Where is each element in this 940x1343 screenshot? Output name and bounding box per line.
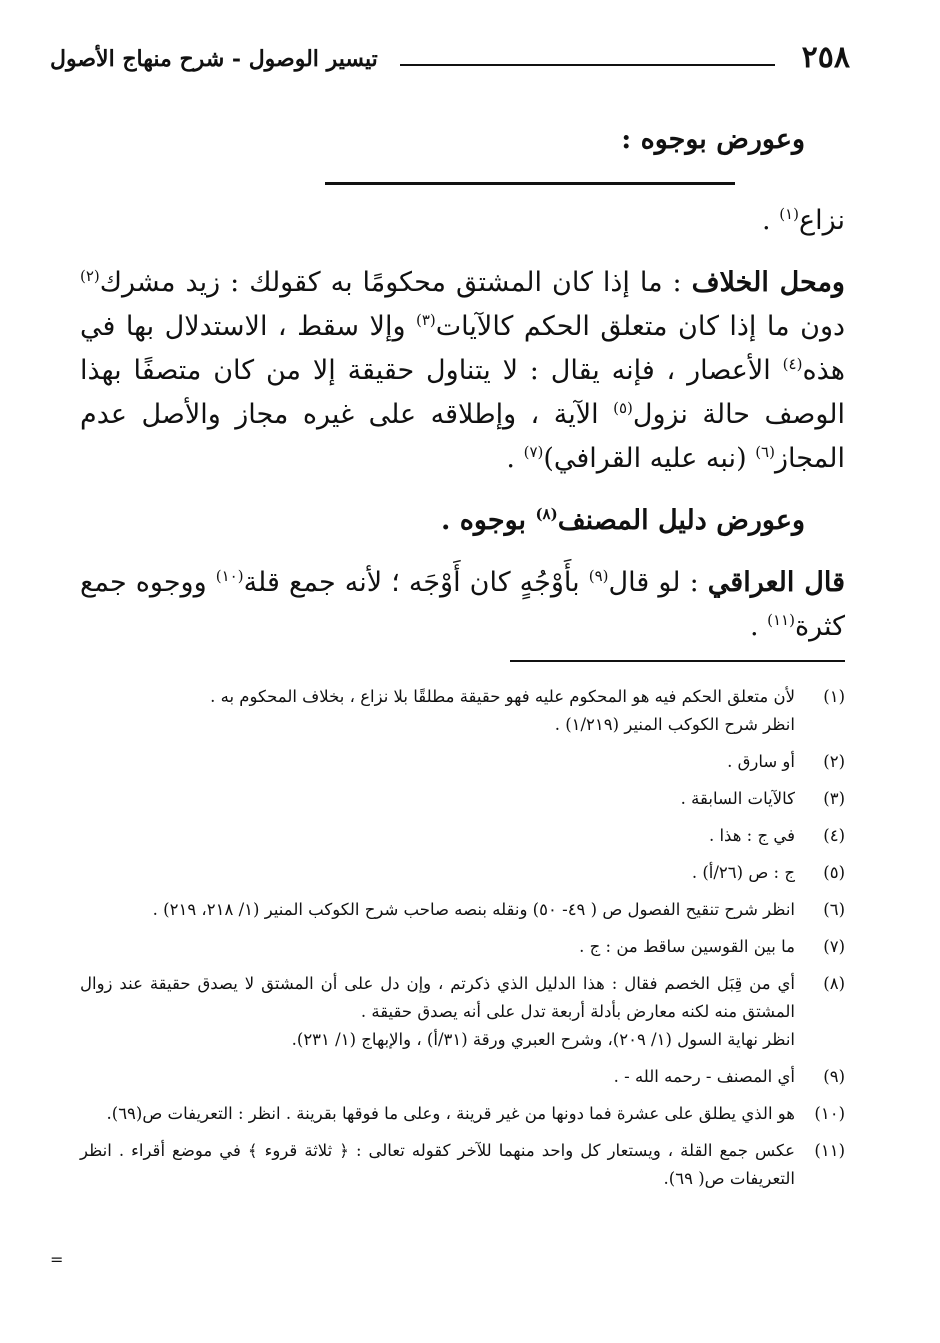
footnote-item bbox=[80, 748, 845, 776]
footnote-line: كالآيات السابقة . bbox=[680, 789, 795, 808]
p1-text: نزاع bbox=[798, 205, 845, 236]
footnote-line: ما بين القوسين ساقط من : ج . bbox=[579, 937, 795, 956]
footnote-item bbox=[80, 970, 845, 1054]
footnote-line: أي المصنف - رحمه الله - . bbox=[613, 1067, 795, 1086]
section-rule bbox=[325, 182, 735, 185]
footnote-ref-2[interactable]: (٢) bbox=[80, 267, 100, 285]
footnote-line: ج : ص (٢٦/أ) . bbox=[691, 863, 795, 882]
footnote-line: عكس جمع القلة ، ويستعار كل واحد منهما للآخر كقوله تعالى : ﴿ ثلاثة قروء ﴾ في موضع أقراء . انظر التعريفات ص( ٦٩). bbox=[80, 1141, 795, 1188]
footnote-number: (٨) bbox=[823, 974, 845, 993]
footnote-number: (٦) bbox=[823, 900, 845, 919]
footnote-item bbox=[80, 683, 845, 739]
footnote-item bbox=[80, 785, 845, 813]
footnote-separator bbox=[510, 660, 845, 662]
continuation-marker: = bbox=[50, 1250, 64, 1269]
footnote-number: (٥) bbox=[823, 863, 845, 882]
footnote-ref-6[interactable]: (٦) bbox=[755, 443, 775, 461]
footnote-line: هو الذي يطلق على عشرة فما دونها من غير قرينة ، وعلى ما فوقها بقرينة . انظر : التعريفات ص(٦٩). bbox=[106, 1104, 795, 1123]
footnote-ref-5[interactable]: (٥) bbox=[613, 399, 633, 417]
footnote-item bbox=[80, 1137, 845, 1193]
paragraph-2 bbox=[80, 261, 845, 481]
footnote-item bbox=[80, 1100, 845, 1128]
footnote-ref-9[interactable]: (٩) bbox=[588, 567, 609, 585]
p3-a: بوجوه . bbox=[440, 505, 536, 536]
footnote-line: انظر نهاية السول (١/ ٢٠٩)، وشرح العبري ورقة (٣١/أ) ، والإبهاج (١/ ٢٣١). bbox=[291, 1030, 795, 1049]
footnote-ref-11[interactable]: (١١) bbox=[767, 611, 795, 629]
footnote-line: في ج : هذا . bbox=[708, 826, 795, 845]
p4-bold: قال العراقي bbox=[707, 567, 845, 598]
footnote-item bbox=[80, 1063, 845, 1091]
footnotes bbox=[80, 683, 845, 1202]
footnote-number: (٣) bbox=[823, 789, 845, 808]
footnote-ref-4[interactable]: (٤) bbox=[782, 355, 803, 373]
p4-d: . bbox=[749, 611, 768, 642]
footnote-number: (١٠) bbox=[814, 1104, 845, 1123]
paragraph-3 bbox=[80, 499, 805, 543]
p4-c: ووجوه جمع كثرة bbox=[80, 567, 845, 642]
running-header bbox=[50, 38, 850, 88]
footnote-line: لأن متعلق الحكم فيه هو المحكوم عليه فهو حقيقة مطلقًا بلا نزاع ، بخلاف المحكوم به . bbox=[210, 687, 795, 706]
footnote-number: (٩) bbox=[823, 1067, 845, 1086]
p3-bold: وعورض دليل المصنف bbox=[557, 505, 805, 536]
p2-g: . bbox=[506, 443, 524, 474]
main-text bbox=[80, 118, 845, 649]
paragraph-1 bbox=[80, 199, 845, 243]
p2-c: وإلا سقط ، الاستدلال بها في هذه bbox=[80, 311, 845, 386]
footnote-line: أو سارق . bbox=[727, 752, 795, 771]
footnote-number: (٤) bbox=[823, 826, 845, 845]
footnote-number: (١١) bbox=[814, 1141, 845, 1160]
p2-bold: ومحل الخلاف bbox=[691, 267, 845, 298]
footnote-ref-3[interactable]: (٣) bbox=[415, 311, 436, 329]
footnote-line: انظر شرح تنقيح الفصول ص ( ٤٩- ٥٠) ونقله بنصه صاحب شرح الكوكب المنير (١/ ٢١٨، ٢١٩) . bbox=[152, 900, 795, 919]
footnote-ref-7[interactable]: (٧) bbox=[523, 443, 544, 461]
footnote-line: انظر شرح الكوكب المنير (١/٢١٩) . bbox=[554, 715, 795, 734]
footnote-ref-1[interactable]: (١) bbox=[779, 205, 799, 223]
p2-d: الأعصار ، فإنه يقال : لا يتناول حقيقة إلا من كان متصفًا بهذا الوصف حالة نزول bbox=[80, 355, 846, 430]
footnote-number: (٧) bbox=[823, 937, 845, 956]
p4-b: بأَوْجُهٍ كان أَوْجَه ؛ لأنه جمع قلة bbox=[243, 567, 589, 598]
p4-a: : لو قال bbox=[608, 567, 708, 598]
book-title: تيسير الوصول - شرح منهاج الأصول bbox=[50, 46, 378, 72]
footnote-item bbox=[80, 896, 845, 924]
p2-b: دون ما إذا كان متعلق الحكم كالآيات bbox=[435, 311, 846, 342]
footnote-ref-10[interactable]: (١٠) bbox=[215, 567, 244, 585]
paragraph-4 bbox=[80, 561, 845, 649]
header-rule bbox=[400, 64, 775, 66]
p2-a: : ما إذا كان المشتق محكومًا به كقولك : زيد مشرك bbox=[99, 267, 692, 298]
footnote-item bbox=[80, 933, 845, 961]
footnote-number: (٢) bbox=[823, 752, 845, 771]
footnote-item bbox=[80, 859, 845, 887]
page-number: ٢٥٨ bbox=[801, 40, 850, 75]
p1-end: . bbox=[762, 205, 780, 236]
footnote-ref-8[interactable]: (٨) bbox=[535, 505, 558, 523]
section-heading: وعورض بوجوه : bbox=[621, 124, 805, 155]
p2-f: (نبه عليه القرافي) bbox=[543, 443, 756, 474]
footnote-item bbox=[80, 822, 845, 850]
p2-e: الآية ، وإطلاقه على غيره مجاز والأصل عدم المجاز bbox=[80, 399, 845, 474]
footnote-line: أي من قِبَل الخصم فقال : هذا الدليل الذي ذكرتم ، وإن دل على أن المشتق لا يصدق حقيقة عند زوال المشتق منه لكنه معارض بأدلة أربعة تدل على أنه يصدق حقيقة . bbox=[80, 974, 795, 1021]
footnote-number: (١) bbox=[823, 687, 845, 706]
